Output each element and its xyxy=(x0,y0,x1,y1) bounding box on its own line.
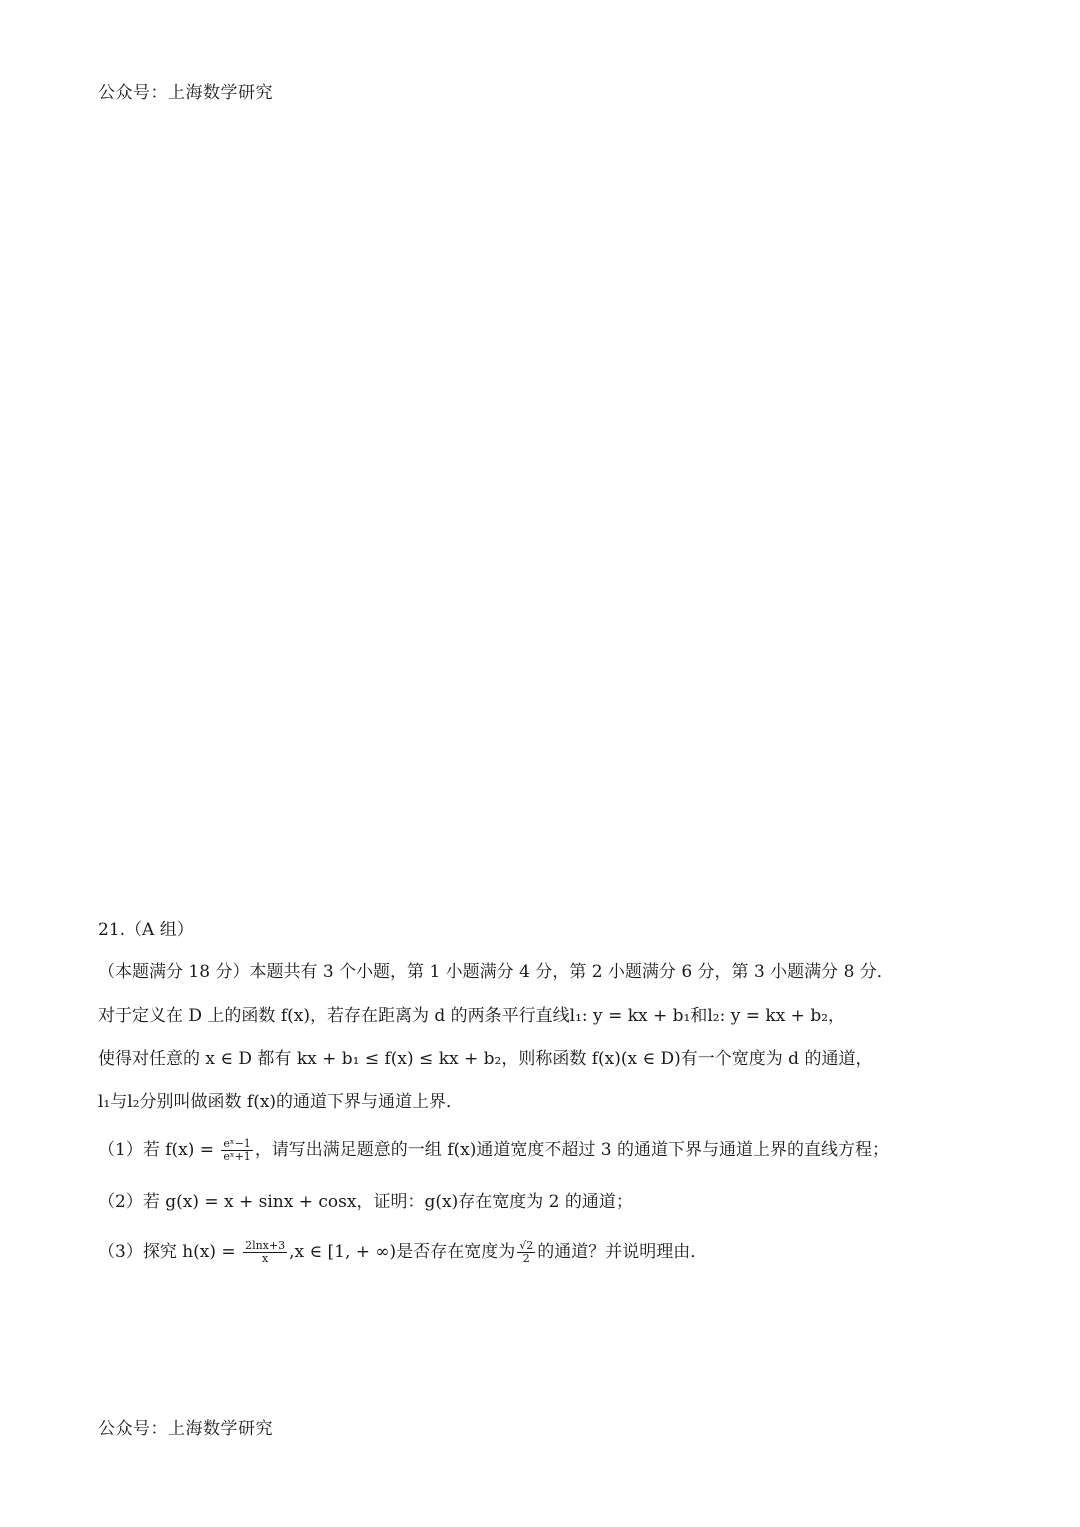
q3-fraction xyxy=(243,1240,287,1265)
q3-width-denominator: 2 xyxy=(522,1252,530,1265)
definition-line-2: 使得对任意的 x ∈ D 都有 kx + b₁ ≤ f(x) ≤ kx + b₂，则称函数 f(x)(x ∈ D)有一个宽度为 d 的通道， xyxy=(98,1049,873,1069)
q1-denominator: eˣ+1 xyxy=(223,1150,251,1163)
q3-width-fraction xyxy=(517,1240,535,1265)
question-3 xyxy=(98,1240,707,1265)
q3-prefix: （3）探究 h(x) = xyxy=(98,1242,242,1262)
q3-denominator: x xyxy=(261,1252,269,1265)
header-watermark-bottom: 公众号：上海数学研究 xyxy=(98,1419,273,1439)
q3-numerator: 2lnx+3 xyxy=(245,1239,286,1252)
question-1 xyxy=(98,1138,889,1163)
q3-suffix: 的通道？并说明理由． xyxy=(537,1242,708,1262)
definition-line-1: 对于定义在 D 上的函数 f(x)，若存在距离为 d 的两条平行直线l₁: y = kx + b₁和l₂: y = kx + b₂， xyxy=(98,1006,846,1026)
q1-fraction xyxy=(221,1138,252,1163)
header-watermark-top: 公众号：上海数学研究 xyxy=(98,83,273,103)
q3-middle: ,x ∈ [1, + ∞)是否存在宽度为 xyxy=(289,1242,516,1262)
q1-numerator: eˣ−1 xyxy=(223,1137,251,1150)
q1-suffix: ，请写出满足题意的一组 f(x)通道宽度不超过 3 的通道下界与通道上界的直线方程； xyxy=(254,1140,889,1160)
problem-scoring: （本题满分 18 分）本题共有 3 个小题，第 1 小题满分 4 分，第 2 小题满分 6 分，第 3 小题满分 8 分． xyxy=(98,962,894,982)
q1-prefix: （1）若 f(x) = xyxy=(98,1140,220,1160)
question-2: （2）若 g(x) = x + sinx + cosx，证明：g(x)存在宽度为 2 的通道； xyxy=(98,1192,633,1212)
q3-width-numerator: √2 xyxy=(519,1239,534,1252)
problem-title: 21.（A 组） xyxy=(98,920,194,940)
definition-line-3: l₁与l₂分别叫做函数 f(x)的通道下界与通道上界． xyxy=(98,1092,464,1112)
